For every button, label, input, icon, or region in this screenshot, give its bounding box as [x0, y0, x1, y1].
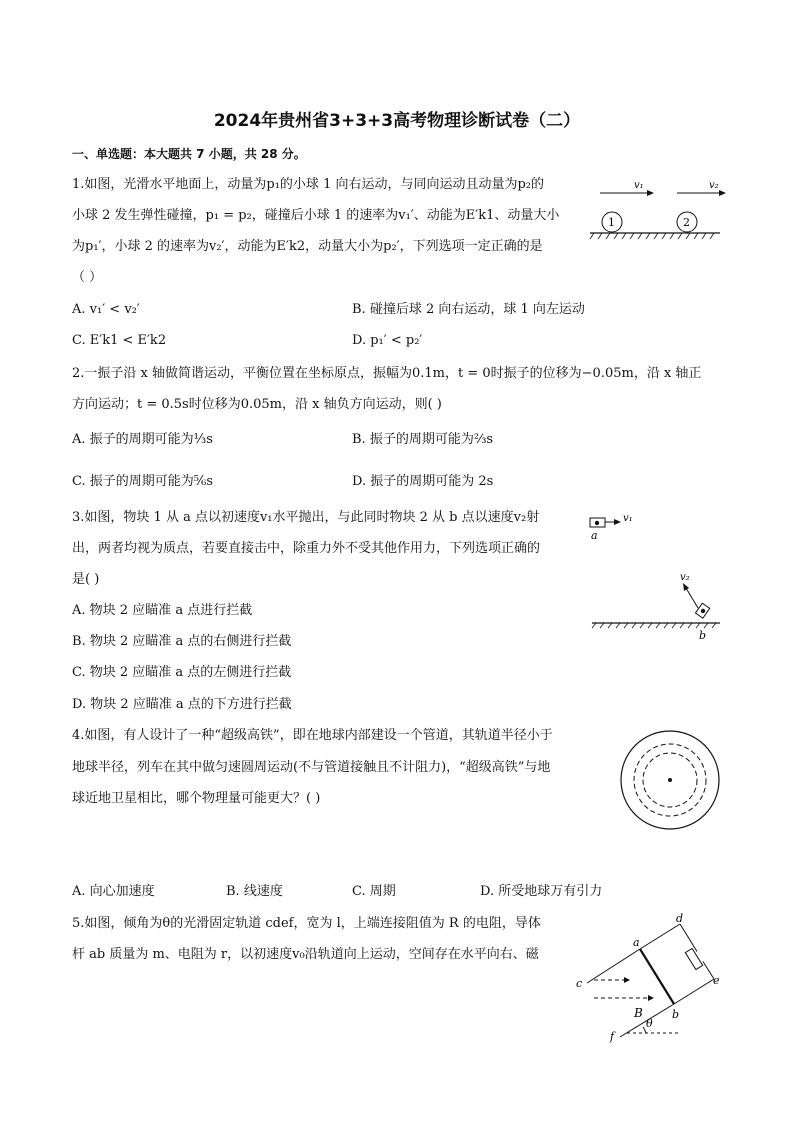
q2-line-1: 2.一振子沿 x 轴做简谐运动，平衡位置在坐标原点，振幅为0.1m，t = 0时振子的位移为−0.05m，沿 x 轴正 [72, 366, 702, 381]
q5-line-1: 5.如图，倾角为θ的光滑固定轨道 cdef，宽为 l，上端连接阻值为 R 的电阻，导体 [72, 916, 541, 931]
q3-fig-a-label: a [591, 529, 598, 542]
q1-line-4: （ ） [72, 270, 103, 285]
q5-fig-b-label: b [672, 1008, 680, 1021]
q4-option-b[interactable]: B. 线速度 [226, 884, 283, 899]
q2-option-a[interactable]: A. 振子的周期可能为⅓s [72, 432, 213, 447]
q3-option-d[interactable]: D. 物块 2 应瞄准 a 点的下方进行拦截 [72, 697, 292, 712]
q5-fig-d-label: d [676, 912, 684, 925]
q2-option-d[interactable]: D. 振子的周期可能为 2s [352, 474, 494, 489]
q5-fig-B-label: B [634, 1006, 643, 1020]
q1-option-d[interactable]: D. p₁′ < p₂′ [352, 333, 423, 348]
section-heading: 一、单选题：本大题共 7 小题，共 28 分。 [72, 147, 306, 161]
q4-option-d[interactable]: D. 所受地球万有引力 [480, 884, 603, 899]
q1-option-b[interactable]: B. 碰撞后球 2 向右运动，球 1 向左运动 [352, 302, 585, 317]
q1-fig-v1-label: v₁ [634, 180, 644, 191]
q5-figure-inclined-rail [572, 912, 722, 1044]
q3-line-2: 出，两者均视为质点，若要直接击中，除重力外不受其他作用力，下列选项正确的 [72, 541, 541, 556]
q3-option-a[interactable]: A. 物块 2 应瞄准 a 点进行拦截 [72, 603, 253, 618]
q1-fig-v2-label: v₂ [709, 180, 719, 191]
q5-fig-f-label: f [610, 1030, 615, 1043]
q1-line-2: 小球 2 发生弹性碰撞，p₁ = p₂，碰撞后小球 1 的速率为v₁′、动能为E′k1、动量大小 [72, 208, 560, 223]
q1-option-c[interactable]: C. E′k1 < E′k2 [72, 333, 167, 348]
q5-fig-theta-label: θ [646, 1017, 653, 1030]
q4-line-1: 4.如图，有人设计了一种“超级高铁”，即在地球内部建设一个管道，其轨道半径小于 [72, 728, 553, 743]
q3-line-3: 是( ) [72, 572, 100, 587]
q4-option-c[interactable]: C. 周期 [352, 884, 396, 899]
q1-fig-ball2-label: 2 [683, 216, 690, 229]
q3-option-c[interactable]: C. 物块 2 应瞄准 a 点的左侧进行拦截 [72, 665, 292, 680]
q2-option-c[interactable]: C. 振子的周期可能为⅚s [72, 474, 214, 489]
q5-fig-a-label: a [633, 936, 640, 949]
q3-option-b[interactable]: B. 物块 2 应瞄准 a 点的右侧进行拦截 [72, 634, 292, 649]
q4-figure-earth-tunnel [619, 729, 721, 831]
q4-line-2: 地球半径，列车在其中做匀速圆周运动(不与管道接触且不计阻力)，“超级高铁”与地 [72, 760, 551, 775]
q3-line-1: 3.如图，物块 1 从 a 点以初速度v₁水平抛出，与此同时物块 2 从 b 点以速度v₂射 [72, 510, 540, 525]
q3-fig-v1-label: v₁ [623, 513, 633, 524]
exam-title: 2024年贵州省3+3+3高考物理诊断试卷（二） [213, 111, 581, 131]
q1-line-3: 为p₁′，小球 2 的速率为v₂′，动能为E′k2，动量大小为p₂′，下列选项一定正确的是 [72, 239, 543, 254]
q3-fig-b-label: b [699, 629, 707, 642]
q2-line-2: 方向运动；t = 0.5s时位移为0.05m，沿 x 轴负方向运动，则( ) [72, 397, 442, 412]
q5-fig-c-label: c [576, 977, 583, 990]
q1-figure-collision [590, 176, 725, 242]
q4-line-3: 球近地卫星相比，哪个物理量可能更大？( ) [72, 791, 321, 806]
q3-fig-v2-label: v₂ [680, 572, 690, 583]
q3-figure-interception [588, 508, 723, 643]
q1-fig-ball1-label: 1 [608, 216, 615, 229]
q2-option-b[interactable]: B. 振子的周期可能为⅔s [352, 432, 494, 447]
q5-line-2: 杆 ab 质量为 m、电阻为 r，以初速度v₀沿轨道向上运动，空间存在水平向右、磁 [72, 947, 539, 962]
q1-line-1: 1.如图，光滑水平地面上，动量为p₁的小球 1 向右运动，与同向运动且动量为p₂的 [72, 177, 545, 192]
q1-option-a[interactable]: A. v₁′ < v₂′ [72, 302, 140, 317]
q5-fig-e-label: e [713, 974, 720, 987]
q4-option-a[interactable]: A. 向心加速度 [72, 884, 155, 899]
